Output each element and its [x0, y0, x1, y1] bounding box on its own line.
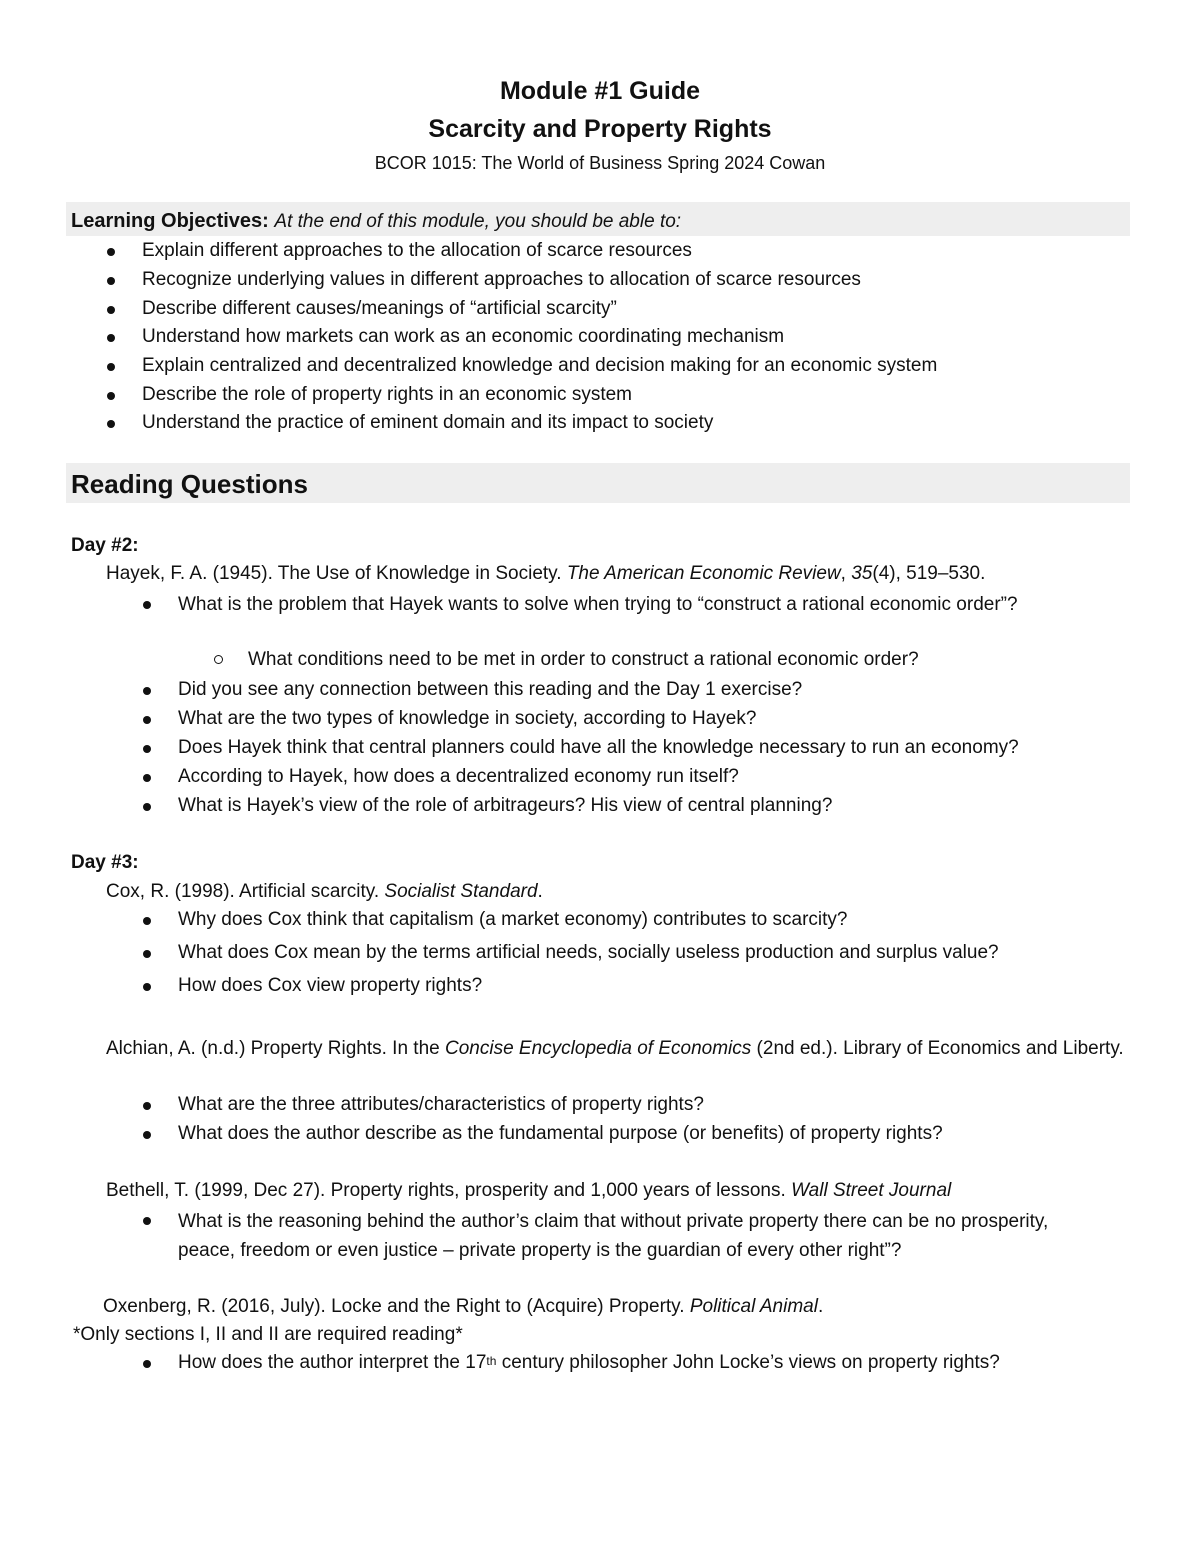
bullet-icon — [143, 917, 151, 925]
cox-citation: Cox, R. (1998). Artificial scarcity. Socialist Standard. — [106, 881, 543, 902]
oxenberg-citation: Oxenberg, R. (2016, July). Locke and the Right to (Acquire) Property. Political Animal. — [103, 1296, 824, 1317]
bullet-icon — [107, 334, 115, 342]
alchian-citation: Alchian, A. (n.d.) Property Rights. In the Concise Encyclopedia of Economics (2nd ed.). Library of Economics and Liberty. — [106, 1038, 1124, 1059]
bullet-icon — [107, 363, 115, 371]
bethell-citation: Bethell, T. (1999, Dec 27). Property rights, prosperity and 1,000 years of lessons. Wall Street Journal — [106, 1180, 952, 1201]
bullet-icon — [143, 983, 151, 991]
bullet-icon — [107, 392, 115, 400]
bullet-icon — [107, 420, 115, 428]
day-2-citation: Hayek, F. A. (1945). The Use of Knowledge in Society. The American Economic Review, 35(4), 519–530. — [106, 563, 986, 584]
bullet-icon — [143, 1360, 151, 1368]
bullet-icon — [107, 248, 115, 256]
learning-objectives-heading: Learning Objectives: At the end of this module, you should be able to: — [71, 210, 682, 232]
bullet-icon — [107, 277, 115, 285]
bullet-icon — [107, 306, 115, 314]
day-3-label: Day #3: — [71, 852, 139, 873]
required-reading-note: *Only sections I, II and II are required reading* — [73, 1324, 463, 1345]
bullet-icon — [143, 1217, 151, 1225]
reading-questions-heading: Reading Questions — [71, 469, 308, 499]
bullet-icon — [143, 950, 151, 958]
bullet-icon — [143, 745, 151, 753]
document-page: Module #1 Guide Scarcity and Property Rights BCOR 1015: The World of Business Spring 2024 Cowan Learning Objectives: At the end of this module, you should be able to: Explain different approaches to the allocation of scarce resources Recognize underlying values in different approaches to allocation of scarce resources Describe different causes/meanings of “artificial scarcity” Understand how markets can work as an economic coordinating mechanism Explain centralized and decentralized knowledge and decision making for an economic system Describe the role of property rights in an economic system Understand the practice of eminent domain and its impact to society Reading Questions Day #2: Hayek, F. A. (1945). The Use of Knowledge in Society. The American Economic Review, 35(4), 519–530. What is the problem that Hayek wants to solve when trying to “construct a rational economic order”? What conditions need to be met in order to construct a rational economic order? Did you see any connection between this reading and the Day 1 exercise? What are the two types of knowledge in society, according to Hayek? Does Hayek think that central planners could have all the knowledge necessary to run an economy? According to Hayek, how does a decentralized economy run itself? What is Hayek’s view of the role of arbitrageurs? His view of central planning? Day #3: Cox, R. (1998). Artificial scarcity. Socialist Standard. Why does Cox think that capitalism (a market economy) contributes to scarcity? What does Cox mean by the terms artificial needs, socially useless production and surplus value? How does Cox view property rights? Alchian, A. (n.d.) Property Rights. In the Concise Encyclopedia of Economics (2nd ed.). Library of Economics and Liberty. What are the three attributes/characteristics of property rights? What does the author describe as the fundamental purpose (or benefits) of property rights? Bethell, T. (1999, Dec 27). Property rights, prosperity and 1,000 years of lessons. Wall Street Journal What is the reasoning behind the author’s claim that without private property there can be no prosperity, peace, freedom or even justice – private property is the guardian of every other right”? Oxenberg, R. (2016, July). Locke and the Right to (Acquire) Property. Political Animal. *Only sections I, II and II are required reading* How does the author interpret the 17th century philosopher John Locke’s views on property rights? — [0, 0, 1200, 1553]
circle-bullet-icon — [214, 655, 223, 664]
document-title: Module #1 Guide — [499, 77, 701, 105]
bullet-icon — [143, 774, 151, 782]
document-subtitle: Scarcity and Property Rights — [428, 115, 772, 143]
day-2-label: Day #2: — [71, 535, 139, 556]
course-line: BCOR 1015: The World of Business Spring 2024 Cowan — [374, 153, 826, 173]
bullet-icon — [143, 601, 151, 609]
bullet-icon — [143, 687, 151, 695]
bullet-icon — [143, 716, 151, 724]
bullet-icon — [143, 1131, 151, 1139]
bullet-icon — [143, 1102, 151, 1110]
bullet-icon — [143, 803, 151, 811]
